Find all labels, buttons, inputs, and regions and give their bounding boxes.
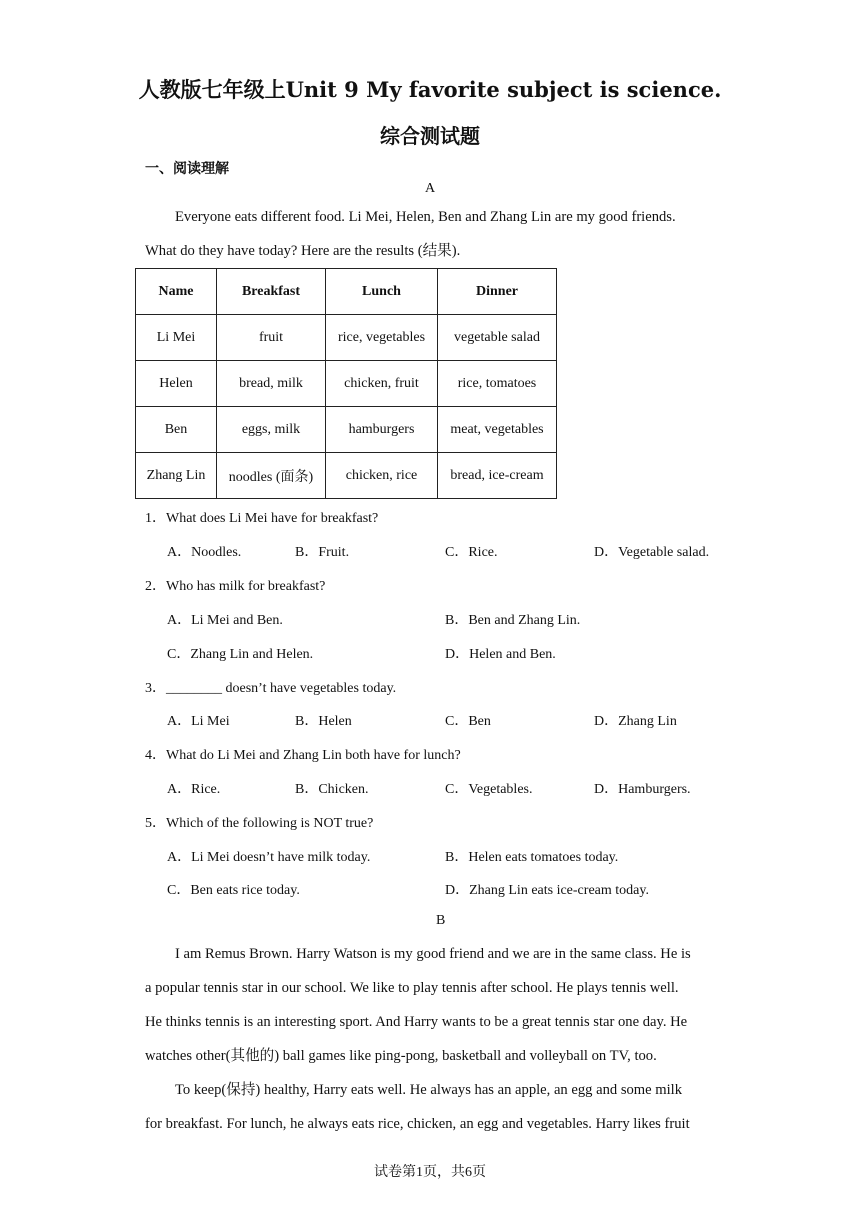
option-a[interactable]: A．Li Mei and Ben. [167,613,283,628]
table-cell: rice, vegetables [326,315,438,361]
option-d[interactable]: D．Hamburgers. [594,782,691,797]
page-subtitle: 综合测试题 [380,124,480,148]
food-table [135,268,557,499]
table-cell: vegetable salad [438,315,557,361]
option-c[interactable]: C．Rice. [445,545,498,560]
table-row [136,361,557,407]
table-cell: Li Mei [136,315,217,361]
table-cell: hamburgers [326,407,438,453]
passage-b-line: To keep(保持) healthy, Harry eats well. He always has an apple, an egg and some milk [175,1082,683,1098]
table-cell: meat, vegetables [438,407,557,453]
table-cell: bread, milk [217,361,326,407]
option-d[interactable]: D．Vegetable salad. [594,545,710,560]
table-cell: Zhang Lin [136,453,217,499]
option-a[interactable]: A．Li Mei [167,714,230,729]
question-3: 3．________ doesn’t have vegetables today. [145,681,397,696]
passage-b-line: a popular tennis star in our school. We like to play tennis after school. He plays tennis well. [145,980,679,996]
option-c[interactable]: C．Zhang Lin and Helen. [167,647,314,662]
table-cell: Ben [136,407,217,453]
option-b[interactable]: B．Ben and Zhang Lin. [445,613,581,628]
option-d[interactable]: D．Helen and Ben. [445,647,556,662]
option-a[interactable]: A．Noodles. [167,545,242,560]
passage-b-line: watches other(其他的) ball games like ping-pong, basketball and volleyball on TV, too. [145,1048,657,1064]
table-cell: chicken, rice [326,453,438,499]
passage-b-label: B [436,913,446,928]
table-cell: fruit [217,315,326,361]
table-cell: Helen [136,361,217,407]
question-4: 4．What do Li Mei and Zhang Lin both have for lunch? [145,748,461,763]
option-d[interactable]: D．Zhang Lin [594,714,677,729]
passage-b-line: He thinks tennis is an interesting sport. And Harry wants to be a great tennis star one day. He [145,1014,688,1030]
section-heading: 一、阅读理解 [145,161,229,177]
table-header-cell: Breakfast [217,269,326,315]
table-row [136,407,557,453]
table-cell: eggs, milk [217,407,326,453]
question-5: 5．Which of the following is NOT true? [145,816,374,831]
table-cell: chicken, fruit [326,361,438,407]
page-footer: 试卷第1页，共6页 [374,1165,486,1180]
passage-a-line: Everyone eats different food. Li Mei, Helen, Ben and Zhang Lin are my good friends. [175,209,676,225]
option-c[interactable]: C．Ben [445,714,491,729]
passage-a-label: A [425,181,436,196]
table-header-row [136,269,557,315]
passage-b-line: I am Remus Brown. Harry Watson is my good friend and we are in the same class. He is [175,946,691,962]
question-2: 2．Who has milk for breakfast? [145,579,326,594]
table-cell: rice, tomatoes [438,361,557,407]
table-header-cell: Name [136,269,217,315]
table-row [136,315,557,361]
option-b[interactable]: B．Fruit. [295,545,350,560]
option-b[interactable]: B．Helen [295,714,352,729]
option-c[interactable]: C．Ben eats rice today. [167,883,300,898]
option-c[interactable]: C．Vegetables. [445,782,533,797]
option-a[interactable]: A．Rice. [167,782,221,797]
passage-a-line: What do they have today? Here are the results (结果). [145,243,461,259]
option-d[interactable]: D．Zhang Lin eats ice-cream today. [445,883,649,898]
table-header-cell: Dinner [438,269,557,315]
page-title: 人教版七年级上Unit 9 My favorite subject is science. [138,77,722,102]
table-header-cell: Lunch [326,269,438,315]
option-b[interactable]: B．Chicken. [295,782,369,797]
table-cell: bread, ice-cream [438,453,557,499]
table-row [136,453,557,499]
question-1: 1．What does Li Mei have for breakfast? [145,511,379,526]
passage-b-line: for breakfast. For lunch, he always eats rice, chicken, an egg and vegetables. Harry likes fruit [145,1116,690,1132]
table-cell: noodles (面条) [217,453,326,499]
option-b[interactable]: B．Helen eats tomatoes today. [445,850,619,865]
option-a[interactable]: A．Li Mei doesn’t have milk today. [167,850,371,865]
